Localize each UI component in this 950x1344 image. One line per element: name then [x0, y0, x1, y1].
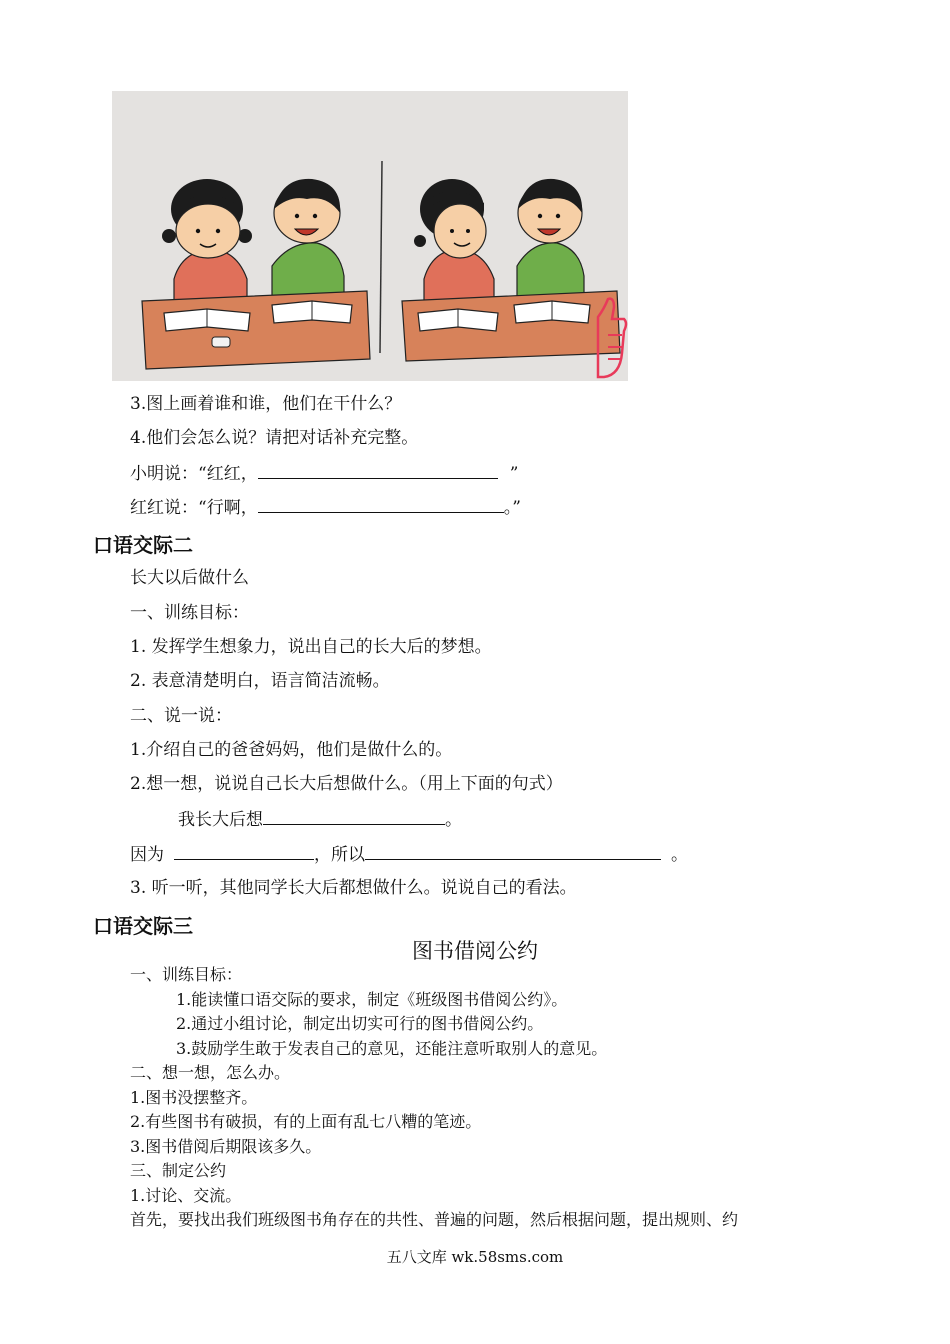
goal-3-2: 2.通过小组讨论，制定出切实可行的图书借阅公约。 — [176, 1014, 544, 1033]
pattern-2 — [130, 843, 688, 866]
dialogue-honghong — [130, 496, 521, 519]
answer-blank-so[interactable] — [365, 843, 661, 860]
section-heading-3: 口语交际三 — [93, 914, 193, 938]
paragraph: 首先，要找出我们班级图书角存在的共性、普遍的问题，然后根据问题，提出规则、约 — [130, 1210, 739, 1229]
section-heading-2: 口语交际二 — [93, 533, 193, 557]
question-3: 3.图上画着谁和谁，他们在干什么？ — [130, 394, 402, 414]
dialogue-xiaoming-suffix: ” — [509, 464, 519, 484]
pattern-1 — [178, 808, 462, 831]
say-3: 3. 听一听，其他同学长大后都想做什么。说说自己的看法。 — [130, 878, 577, 898]
goal-title: 一、训练目标： — [130, 603, 249, 623]
think-3: 3.图书借阅后期限该多久。 — [130, 1137, 322, 1156]
topic-title: 长大以后做什么 — [130, 568, 249, 588]
footer-watermark: 五八文库 wk.58sms.com — [386, 1248, 564, 1266]
think-2: 2.有些图书有破损，有的上面有乱七八糟的笔迹。 — [130, 1112, 482, 1131]
dialogue-honghong-suffix: 。” — [503, 498, 521, 518]
dialogue-xiaoming-prefix: 小明说：“红红， — [130, 464, 258, 484]
pattern-1-prefix: 我长大后想 — [178, 810, 263, 830]
pattern-1-suffix: 。 — [445, 810, 462, 830]
pattern-2-end: 。 — [671, 845, 688, 865]
goal-1: 1. 发挥学生想象力，说出自己的长大后的梦想。 — [130, 637, 492, 657]
think-title: 二、想一想，怎么办。 — [130, 1063, 291, 1082]
document-title: 图书借阅公约 — [412, 939, 538, 963]
dialogue-xiaoming — [130, 462, 518, 485]
make-1: 1.讨论、交流。 — [130, 1186, 242, 1205]
say-title: 二、说一说： — [130, 706, 232, 726]
answer-blank-honghong[interactable] — [258, 496, 504, 513]
think-1: 1.图书没摆整齐。 — [130, 1088, 258, 1107]
say-1: 1.介绍自己的爸爸妈妈，他们是做什么的。 — [130, 740, 453, 760]
illustration — [112, 91, 628, 381]
question-4: 4.他们会怎么说？请把对话补充完整。 — [130, 428, 419, 448]
pattern-2-so: ，所以 — [314, 845, 365, 865]
goal-2: 2. 表意清楚明白，语言简洁流畅。 — [130, 671, 390, 691]
answer-blank-because[interactable] — [174, 843, 314, 860]
goal-3-1: 1.能读懂口语交际的要求，制定《班级图书借阅公约》。 — [176, 990, 568, 1009]
children-desks-illustration — [112, 91, 628, 381]
dialogue-honghong-prefix: 红红说：“行啊， — [130, 498, 258, 518]
answer-blank-xiaoming[interactable] — [258, 462, 498, 479]
make-title: 三、制定公约 — [130, 1161, 227, 1180]
goal-3-3: 3.鼓励学生敢于发表自己的意见，还能注意听取别人的意见。 — [176, 1039, 608, 1058]
say-2: 2.想一想，说说自己长大后想做什么。（用上下面的句式） — [130, 774, 563, 794]
answer-blank-dream[interactable] — [263, 808, 445, 825]
pattern-2-because: 因为 — [130, 845, 164, 865]
goal-title-3: 一、训练目标： — [130, 965, 243, 984]
